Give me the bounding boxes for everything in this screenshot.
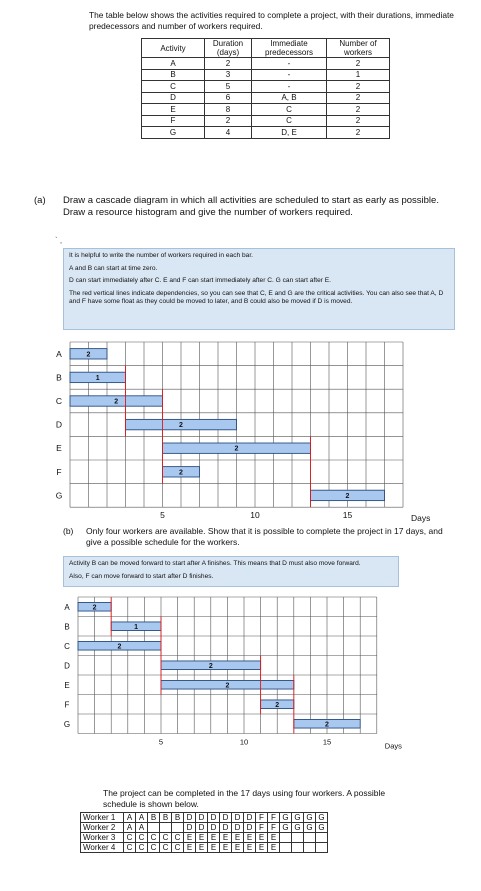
schedule-cell: C	[124, 843, 136, 853]
stray-mark: ` ,	[55, 236, 63, 245]
bar-label: 2	[117, 643, 122, 651]
axis-tick-label: 10	[250, 510, 260, 521]
table-header-row	[142, 39, 390, 58]
schedule-cell: E	[184, 843, 196, 853]
schedule-cell: E	[196, 843, 208, 853]
schedule-cell: B	[172, 813, 184, 823]
bar-label: 2	[179, 422, 183, 430]
schedule-cell: D	[232, 823, 244, 833]
schedule-cell: E	[232, 833, 244, 843]
table-cell: 2	[327, 81, 390, 93]
bar-label: 2	[325, 721, 329, 729]
row-label: C	[64, 641, 70, 651]
table-cell: 1	[327, 69, 390, 81]
axis-tick-label: 10	[239, 737, 249, 747]
schedule-cell	[148, 823, 160, 833]
schedule-cell: E	[244, 833, 256, 843]
schedule-cell: A	[124, 823, 136, 833]
schedule-cell	[316, 843, 328, 853]
worker-label: Worker 2	[81, 823, 124, 833]
schedule-cell: D	[184, 823, 196, 833]
schedule-cell: D	[196, 813, 208, 823]
schedule-cell	[304, 833, 316, 843]
schedule-cell: G	[304, 823, 316, 833]
worker-label: Worker 3	[81, 833, 124, 843]
schedule-cell: F	[256, 813, 268, 823]
table-row	[142, 81, 390, 93]
row-label: E	[56, 443, 62, 454]
schedule-cell: C	[160, 833, 172, 843]
schedule-cell: C	[172, 833, 184, 843]
worker-label: Worker 1	[81, 813, 124, 823]
schedule-cell: C	[124, 833, 136, 843]
table-cell: C	[252, 104, 327, 116]
table-row	[142, 104, 390, 116]
schedule-cell	[292, 843, 304, 853]
bar-label: 2	[345, 492, 350, 500]
bar-label: 2	[92, 604, 97, 612]
schedule-row	[81, 813, 328, 823]
schedule-cell: G	[304, 813, 316, 823]
table-cell: -	[252, 58, 327, 70]
table-cell: -	[252, 69, 327, 81]
axis-tick-label: 15	[322, 737, 332, 747]
bar-label: 2	[86, 351, 91, 359]
schedule-row	[81, 833, 328, 843]
header-activity: Activity	[142, 39, 205, 58]
schedule-cell: B	[148, 813, 160, 823]
note-line: Also, F can move forward to start after D finishes.	[69, 572, 214, 580]
table-cell: B	[142, 69, 205, 81]
schedule-cell: G	[292, 823, 304, 833]
note-box-b	[63, 556, 399, 587]
schedule-cell: E	[232, 843, 244, 853]
schedule-cell: C	[148, 843, 160, 853]
table-cell: A, B	[252, 92, 327, 104]
schedule-cell: G	[316, 813, 328, 823]
row-label: F	[56, 466, 62, 477]
row-label: A	[64, 602, 70, 612]
table-row	[142, 115, 390, 127]
schedule-cell	[280, 843, 292, 853]
table-cell: D, E	[252, 127, 327, 139]
table-cell: G	[142, 127, 205, 139]
row-label: D	[64, 661, 70, 671]
table-cell: E	[142, 104, 205, 116]
table-cell: 5	[205, 81, 252, 93]
schedule-cell: C	[136, 833, 148, 843]
schedule-cell: D	[196, 823, 208, 833]
schedule-cell: G	[280, 823, 292, 833]
schedule-cell	[160, 823, 172, 833]
activity-table	[141, 38, 390, 139]
schedule-cell	[172, 823, 184, 833]
part-b-text: Only four workers are available. Show that it is possible to complete the project in 17 days, and give a possible schedule for the workers.	[86, 526, 443, 547]
note-line: It is helpful to write the number of workers required in each bar.	[69, 252, 253, 259]
table-cell: 2	[327, 115, 390, 127]
schedule-cell: G	[280, 813, 292, 823]
schedule-cell: F	[268, 813, 280, 823]
row-label: B	[64, 622, 70, 632]
table-cell: 2	[327, 104, 390, 116]
schedule-cell: D	[232, 813, 244, 823]
worker-label: Worker 4	[81, 843, 124, 853]
bar-label: 2	[225, 682, 230, 690]
schedule-cell: C	[160, 843, 172, 853]
schedule-cell: C	[172, 843, 184, 853]
schedule-cell	[316, 833, 328, 843]
row-label: B	[56, 372, 62, 383]
schedule-cell: F	[268, 823, 280, 833]
note-line: A and B can start at time zero.	[69, 264, 158, 272]
worker-schedule-table	[80, 812, 328, 853]
schedule-cell: D	[184, 813, 196, 823]
table-cell: C	[252, 115, 327, 127]
axis-tick-label: 5	[158, 737, 164, 747]
note-box-a	[63, 248, 455, 330]
schedule-cell: D	[208, 823, 220, 833]
bar-label: 2	[234, 445, 239, 453]
row-label: G	[55, 490, 63, 501]
schedule-cell: C	[148, 833, 160, 843]
part-a-question: Draw a cascade diagram in which all activities are scheduled to start as early as possible. Draw a resource histogram and give the number of workers required.	[63, 195, 439, 218]
schedule-cell: D	[244, 823, 256, 833]
schedule-cell: G	[316, 823, 328, 833]
schedule-row	[81, 823, 328, 833]
table-cell: C	[142, 81, 205, 93]
conclusion-text: The project can be completed in the 17 days using four workers. A possible schedule is shown below.	[103, 788, 386, 809]
table-cell: 3	[205, 69, 252, 81]
bar-label: 2	[275, 701, 280, 709]
axis-label: Days	[411, 513, 431, 524]
row-label: F	[64, 700, 70, 710]
schedule-cell: E	[256, 833, 268, 843]
table-cell: -	[252, 81, 327, 93]
schedule-cell: E	[220, 843, 232, 853]
row-label: E	[64, 680, 70, 690]
note-line: Activity B can be moved forward to start after A finishes. This means that D must also move forward.	[69, 560, 361, 567]
table-cell: D	[142, 92, 205, 104]
table-cell: 2	[205, 115, 252, 127]
note-line: The red vertical lines indicate dependencies, so you can see that C, E and G are the critical activities. You can also see that A, D and F have some float as they could be moved to later, and B could also be moved if D is moved.	[69, 289, 444, 305]
part-a-text	[63, 195, 463, 219]
header-duration: Duration (days)	[205, 39, 252, 58]
table-cell: 8	[205, 104, 252, 116]
schedule-cell: E	[268, 843, 280, 853]
schedule-cell: E	[268, 833, 280, 843]
table-cell: 4	[205, 127, 252, 139]
table-cell: A	[142, 58, 205, 70]
axis-tick-label: 15	[342, 510, 353, 521]
table-cell: 2	[327, 92, 390, 104]
bar-label: 2	[208, 662, 213, 670]
schedule-cell: E	[196, 833, 208, 843]
table-cell: 2	[327, 127, 390, 139]
table-cell: 6	[205, 92, 252, 104]
header-predecessors: Immediate predecessors	[252, 39, 327, 58]
table-row	[142, 92, 390, 104]
schedule-row	[81, 843, 328, 853]
table-cell: F	[142, 115, 205, 127]
schedule-cell: C	[136, 843, 148, 853]
intro-text: The table below shows the activities required to complete a project, with their durations, immediate predecessors and number of workers required.	[89, 10, 454, 31]
row-label: C	[55, 396, 63, 406]
schedule-cell: B	[160, 813, 172, 823]
schedule-cell: E	[208, 843, 220, 853]
schedule-cell: F	[256, 823, 268, 833]
table-row	[142, 58, 390, 70]
bar-label: 1	[134, 623, 139, 631]
part-a-label: (a)	[34, 195, 46, 206]
schedule-cell: A	[124, 813, 136, 823]
schedule-cell: E	[256, 843, 268, 853]
axis-tick-label: 5	[160, 510, 165, 521]
schedule-cell: E	[208, 833, 220, 843]
schedule-cell: A	[136, 823, 148, 833]
schedule-cell	[280, 833, 292, 843]
bar-label: 2	[114, 398, 119, 406]
table-cell: 2	[205, 58, 252, 70]
bar-label: 1	[95, 374, 100, 382]
cascade-chart-b	[60, 593, 402, 763]
header-workers: Number of workers	[327, 39, 390, 58]
schedule-cell: E	[184, 833, 196, 843]
schedule-cell: D	[220, 813, 232, 823]
table-row	[142, 69, 390, 81]
cascade-chart-a	[52, 334, 431, 524]
row-label: G	[63, 719, 71, 729]
part-b-label: (b)	[63, 526, 74, 536]
row-label: D	[55, 419, 63, 430]
table-cell: 2	[327, 58, 390, 70]
schedule-cell: D	[244, 813, 256, 823]
axis-label: Days	[384, 741, 402, 751]
schedule-cell	[304, 843, 316, 853]
schedule-cell: D	[208, 813, 220, 823]
schedule-cell: A	[136, 813, 148, 823]
table-row	[142, 127, 390, 139]
row-label: A	[56, 348, 62, 359]
schedule-cell: D	[220, 823, 232, 833]
schedule-cell	[292, 833, 304, 843]
schedule-cell: G	[292, 813, 304, 823]
schedule-cell: E	[244, 843, 256, 853]
bar-label: 2	[179, 469, 183, 477]
schedule-cell: E	[220, 833, 232, 843]
note-line: D can start immediately after C. E and F can start immediately after C. G can start after E.	[69, 277, 332, 284]
